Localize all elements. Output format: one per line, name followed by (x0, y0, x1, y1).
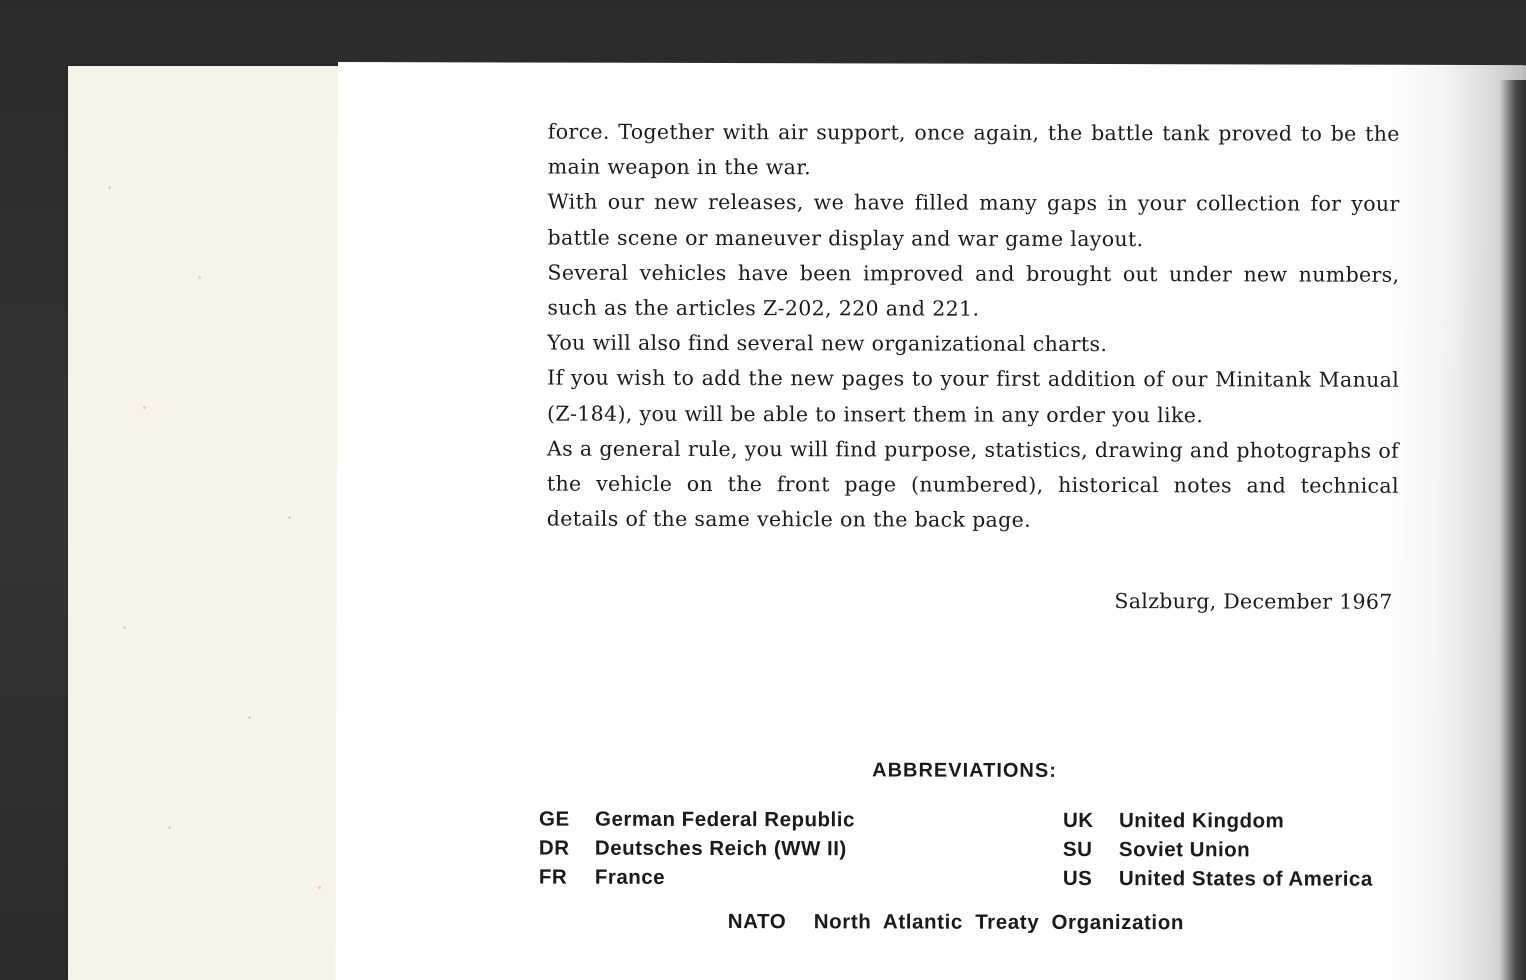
abbreviations-left-column (539, 805, 855, 893)
paragraph: As a general rule, you will find purpose, statistics, drawing and photographs of the vehicle on the front page (numbered), historical notes and technical details of the same vehicle on the back page. (546, 436, 1400, 533)
abbreviation-entry (539, 863, 855, 893)
abbreviation-code: GE (538, 807, 570, 831)
paper-speck (143, 406, 146, 409)
abbreviation-code: SU (1062, 837, 1093, 861)
paragraph: Several vehicles have been improved and brought out under new numbers, such as the articles Z-202, 220 and 221. (547, 260, 1400, 321)
abbreviation-code: DR (538, 836, 570, 860)
paper-speck (123, 626, 126, 629)
paragraph: You will also find several new organizational charts. (547, 330, 1108, 357)
body-text (547, 115, 1400, 540)
abbreviation-name: France (594, 865, 666, 889)
abbreviation-entry (1063, 806, 1373, 836)
back-page-sheet (68, 66, 368, 980)
document-page (336, 62, 1526, 980)
abbreviations-heading: ABBREVIATIONS: (872, 759, 1057, 782)
page-edge-shadow (1500, 80, 1526, 980)
nato-abbreviation-entry (728, 910, 1184, 935)
abbreviation-name: United Kingdom (1118, 809, 1285, 833)
abbreviation-code: US (1062, 866, 1093, 890)
abbreviation-code: NATO (727, 910, 787, 934)
abbreviations-right-column (1063, 806, 1373, 894)
abbreviation-code: FR (538, 865, 568, 889)
place-date-signature: Salzburg, December 1967 (1114, 589, 1393, 614)
paper-speck (288, 516, 291, 519)
paper-speck (108, 186, 111, 189)
paper-speck (168, 826, 171, 829)
abbreviation-entry (539, 834, 855, 864)
paragraph: If you wish to add the new pages to your first addition of our Minitank Manual (Z-184), you will be able to insert them in any order you like. (547, 365, 1400, 427)
abbreviation-entry (1063, 864, 1373, 894)
paper-speck (248, 716, 251, 719)
abbreviation-entry (539, 805, 855, 835)
abbreviation-name: North Atlantic Treaty Organization (813, 910, 1185, 935)
paragraph: With our new releases, we have filled many gaps in your collection for your battle scene or maneuver display and war game layout. (547, 189, 1400, 251)
paper-speck (198, 276, 201, 279)
abbreviation-name: German Federal Republic (594, 807, 855, 832)
abbreviation-name: Deutsches Reich (WW II) (594, 836, 847, 861)
abbreviation-name: Soviet Union (1118, 838, 1251, 862)
abbreviation-entry (1063, 835, 1373, 865)
abbreviation-code: UK (1062, 808, 1094, 832)
paper-speck (318, 886, 321, 889)
paragraph: force. Together with air support, once again, the battle tank proved to be the main weapon in the war. (547, 119, 1400, 180)
abbreviation-name: United States of America (1118, 867, 1373, 891)
